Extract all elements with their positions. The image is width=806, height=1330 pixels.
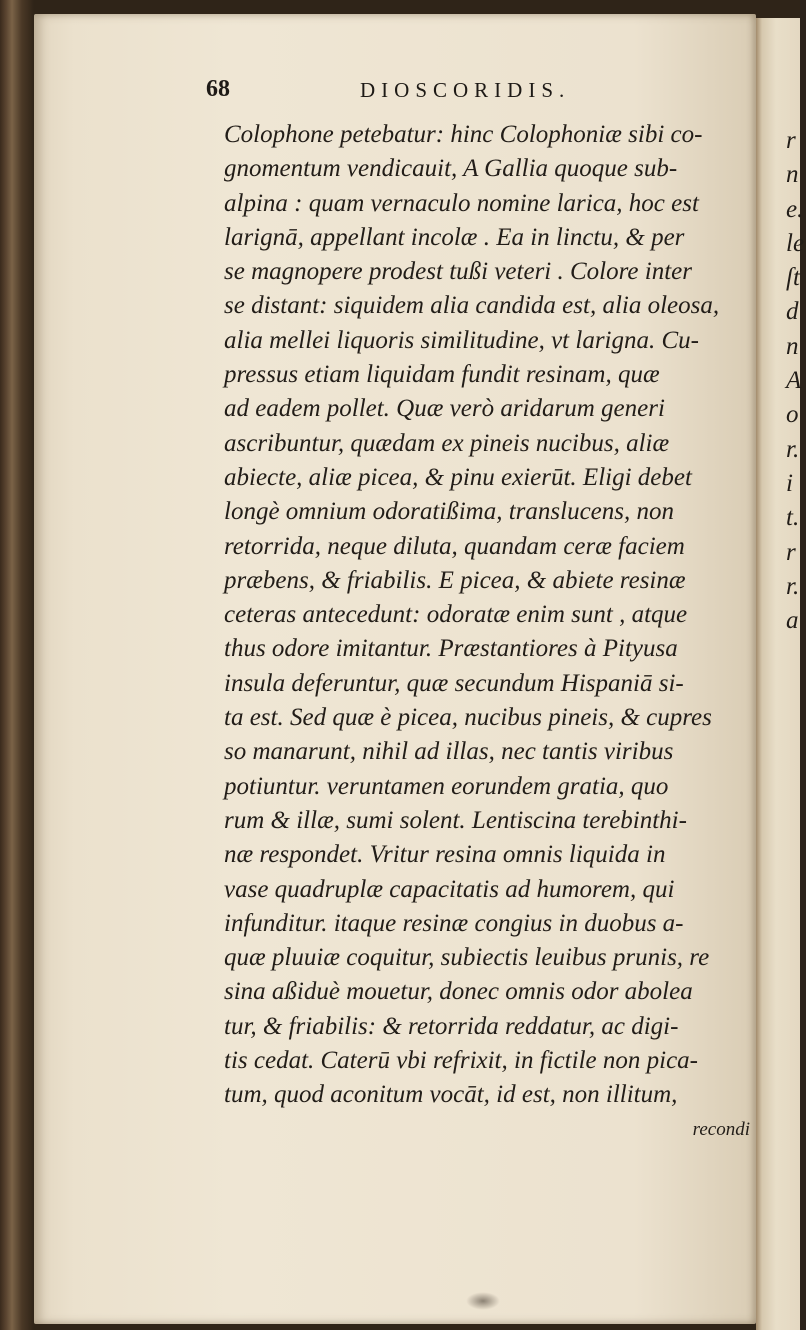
running-title: DIOSCORIDIS. <box>360 78 571 102</box>
text-line: alia mellei liquoris similitudine, vt larigna. Cu- <box>224 326 699 354</box>
next-page-fragment: r <box>786 127 796 154</box>
text-line: potiuntur. veruntamen eorundem gratia, quo <box>224 772 669 800</box>
text-line: abiecte, aliæ picea, & pinu exierūt. Eligi debet <box>224 463 692 491</box>
next-page-text <box>786 124 806 638</box>
catchword: recondi <box>692 1118 750 1140</box>
text-line: alpina : quam vernaculo nomine larica, hoc est <box>224 189 699 217</box>
text-line: infunditur. itaque resinæ congius in duobus a- <box>224 909 684 937</box>
text-line: se distant: siquidem alia candida est, alia oleosa, <box>224 292 720 320</box>
text-line: tur, & friabilis: & retorrida reddatur, ac digi- <box>224 1012 679 1040</box>
next-page-fragment: n <box>786 332 799 360</box>
text-line: ad eadem pollet. Quæ verò aridarum generi <box>224 395 665 423</box>
text-line: quæ pluuiæ coquitur, subiectis leuibus prunis, re <box>224 944 710 972</box>
text-line: se magnopere prodest tußi veteri . Colore inter <box>224 258 692 286</box>
next-page-fragment: A <box>786 367 802 395</box>
page-number: 68 <box>206 76 230 102</box>
next-page-fragment: r. <box>786 572 800 600</box>
next-page-fragment: i <box>786 469 793 497</box>
text-line: larignā, appellant incolæ . Ea in linctu, & per <box>224 223 685 251</box>
next-page-fragment: a <box>786 607 799 635</box>
body-text <box>224 118 764 1147</box>
text-line: tum, quod aconitum vocāt, id est, non illitum, <box>224 1081 678 1109</box>
text-line: insula deferuntur, quæ secundum Hispaniā si- <box>224 669 684 697</box>
page-header <box>206 76 726 106</box>
text-line: vase quadruplæ capacitatis ad humorem, qui <box>224 875 675 903</box>
text-line: retorrida, neque diluta, quandam ceræ faciem <box>224 532 685 560</box>
ink-stain <box>466 1292 500 1310</box>
next-page-fragment: n <box>786 161 799 189</box>
next-page-fragment: ſt <box>786 264 800 292</box>
text-line: longè omnium odoratißima, translucens, non <box>224 498 674 526</box>
text-line: thus odore imitantur. Præstantiores à Pityusa <box>224 635 678 663</box>
text-line: pressus etiam liquidam fundit resinam, quæ <box>224 361 660 389</box>
text-line: ceteras antecedunt: odoratæ enim sunt , atque <box>224 601 688 629</box>
next-page-fragment: r <box>786 538 796 566</box>
text-line: ascribuntur, quædam ex pineis nucibus, aliæ <box>224 429 670 457</box>
next-page-fragment: t. <box>786 504 800 532</box>
next-page-fragment: le <box>786 229 805 257</box>
next-page-fragment: d <box>786 298 799 326</box>
text-line: so manarunt, nihil ad illas, nec tantis viribus <box>224 738 674 766</box>
next-page-fragment: e. <box>786 195 804 223</box>
next-page-fragment: o <box>786 401 799 429</box>
text-line: næ respondet. Vritur resina omnis liquida in <box>224 841 666 869</box>
text-line: sina aßiduè mouetur, donec omnis odor abolea <box>224 978 693 1006</box>
text-line: tis cedat. Caterū vbi refrixit, in fictile non pica- <box>224 1047 698 1075</box>
next-page-fragment: r. <box>786 435 800 463</box>
text-line: præbens, & friabilis. E picea, & abiete resinæ <box>224 566 686 594</box>
text-line: gnomentum vendicauit, A Gallia quoque sub- <box>224 155 678 183</box>
text-line: Colophone petebatur: hinc Colophoniæ sibi co- <box>224 121 703 148</box>
text-line: rum & illæ, sumi solent. Lentiscina terebinthi- <box>224 806 687 834</box>
text-line: ta est. Sed quæ è picea, nucibus pineis, & cupres <box>224 704 712 732</box>
